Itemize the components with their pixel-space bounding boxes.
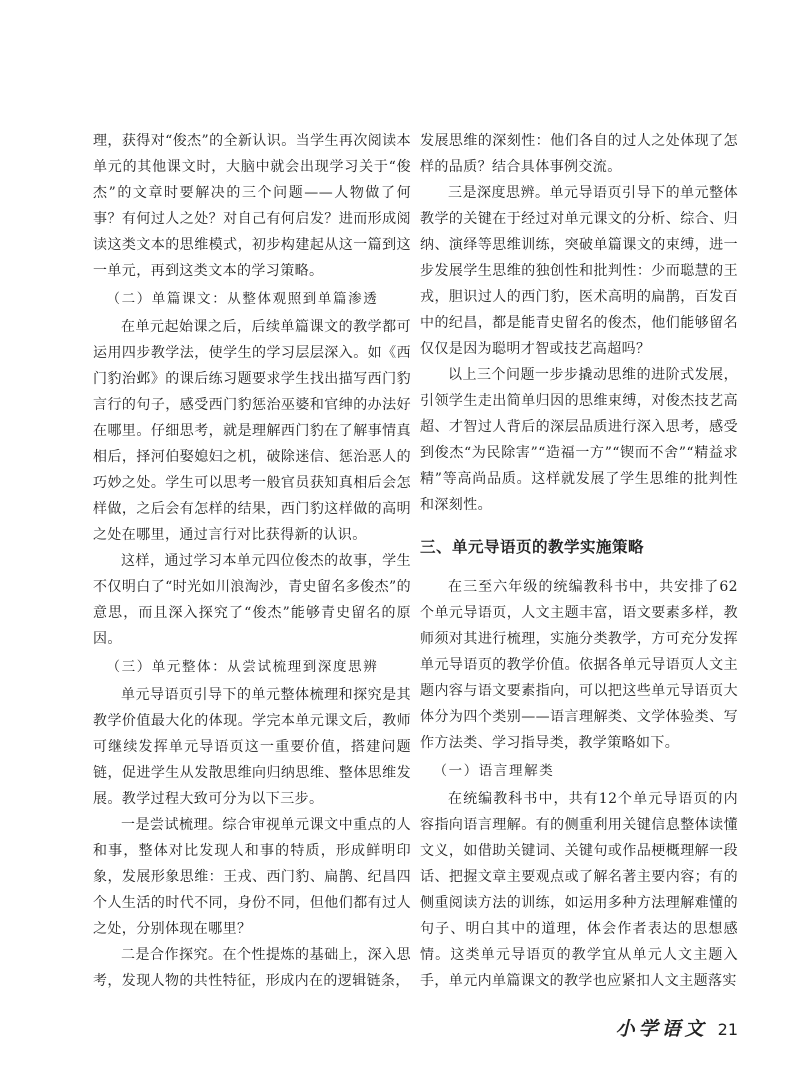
subsection-heading: （三）单元整体：从尝试梳理到深度思辨 bbox=[106, 659, 379, 675]
section-heading: 三、单元导语页的教学实施策略 bbox=[420, 538, 645, 556]
right-column bbox=[420, 128, 738, 994]
paragraph: 三是深度思辨。单元导语页引导下的单元整体教学的关键在于经过对单元课文的分析、综合、归纳、演绎等思维训练，突破单篇课文的束缚，进一步发展学生思维的独创性和批判性：少而聪慧的王戎，胆识过人的西门豹，医术高明的扁鹊，百发百中的纪昌，都是能青史留名的俊杰，他们能够留名仅仅是因为聪明才智或技艺高超吗？ bbox=[420, 185, 738, 357]
journal-logo: 小学语文 bbox=[615, 1018, 708, 1040]
paragraph: 一是尝试梳理。综合审视单元课文中重点的人和事，整体对比发现人和事的特质，形成鲜明印象，发展形象思维：王戎、西门豹、扁鹊、纪昌四个人生活的时代不同，身份不同，但他们都有过人之处，分别体现在哪里？ bbox=[93, 817, 411, 937]
paragraph: 以上三个问题一步步撬动思维的进阶式发展，引领学生走出简单归因的思维束缚，对俊杰技艺高超、才智过人背后的深层品质进行深入思考，感受到俊杰“为民除害”“造福一方”“锲而不舍”“精益求精”等高尚品质。这样就发展了学生思维的批判性和深刻性。 bbox=[420, 367, 738, 513]
subsection-heading: （一）语言理解类 bbox=[433, 763, 555, 779]
paragraph: 单元导语页引导下的单元整体梳理和探究是其教学价值最大化的体现。学完本单元课文后，教师可继续发挥单元导语页这一重要价值，搭建问题链，促进学生从发散思维向归纳思维、整体思维发展。教学过程大致可分为以下三步。 bbox=[93, 687, 411, 807]
paragraph: 在单元起始课之后，后续单篇课文的教学都可运用四步教学法，使学生的学习层层深入。如《西门豹治邺》的课后练习题要求学生找出描写西门豹言行的句子，感受西门豹惩治巫婆和官绅的办法好在哪里。仔细思考，就是理解西门豹在了解事情真相后，择河伯娶媳妇之机，破除迷信、惩治恶人的巧妙之处。学生可以思考一般官员获知真相后会怎样做，之后会有怎样的结果，西门豹这样做的高明之处在哪里，通过言行对比获得新的认识。 bbox=[93, 319, 411, 543]
paragraph: 理，获得对“俊杰”的全新认识。当学生再次阅读本单元的其他课文时，大脑中就会出现学习关于“俊杰”的文章时要解决的三个问题——人物做了何事？有何过人之处？对自己有何启发？进而形成阅读这类文本的思维模式，初步构建起从这一篇到这一单元，再到这类文本的学习策略。 bbox=[93, 133, 411, 279]
paragraph: 二是合作探究。在个性提炼的基础上，深入思考，发现人物的共性特征，形成内在的逻辑链条， bbox=[93, 947, 411, 989]
page-footer bbox=[616, 1014, 738, 1041]
paragraph: 在统编教科书中，共有12个单元导语页的内容指向语言理解。有的侧重利用关键信息整体读懂文义，如借助关键词、关键句或作品梗概理解一段话、把握文章主要观点或了解名著主要内容；有的侧重阅读方法的训练，如运用多种方法理解难懂的句子、明白其中的道理，体会作者表达的思想感情。这类单元导语页的教学宜从单元人文主题入手，单元内单篇课文的教学也应紧扣人文主题落实 bbox=[420, 791, 738, 989]
paragraph: 在三至六年级的统编教科书中，共安排了62个单元导语页，人文主题丰富，语文要素多样，教师须对其进行梳理，实施分类教学，方可充分发挥单元导语页的教学价值。依据各单元导语页人文主题内容与语文要素指向，可以把这些单元导语页大体分为四个类别——语言理解类、文学体验类、写作方法类、学习指导类，教学策略如下。 bbox=[420, 579, 738, 751]
page-number: 21 bbox=[717, 1020, 738, 1039]
paragraph: 发展思维的深刻性：他们各自的过人之处体现了怎样的品质？结合具体事例交流。 bbox=[420, 133, 738, 175]
left-column bbox=[93, 128, 411, 994]
paragraph: 这样，通过学习本单元四位俊杰的故事，学生不仅明白了“时光如川浪淘沙，青史留名多俊杰”的意思，而且深入探究了“俊杰”能够青史留名的原因。 bbox=[93, 553, 411, 647]
subsection-heading: （二）单篇课文：从整体观照到单篇渗透 bbox=[106, 291, 379, 307]
